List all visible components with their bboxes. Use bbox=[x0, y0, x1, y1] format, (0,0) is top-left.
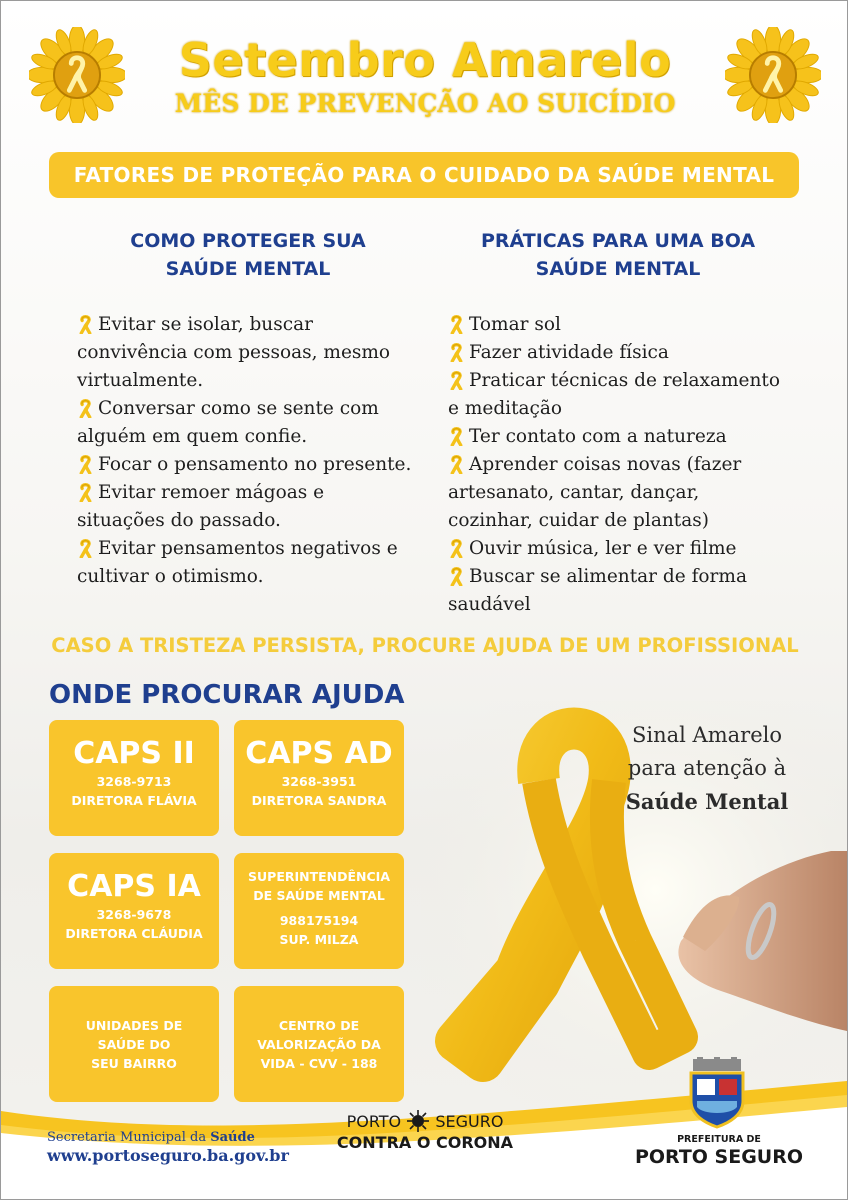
prefeitura-label: PREFEITURA DE bbox=[677, 1134, 761, 1145]
sunflower-ribbon-icon bbox=[29, 27, 125, 123]
right-heading-line2: SAÚDE MENTAL bbox=[535, 258, 701, 280]
card-line2: VALORIZAÇÃO DA bbox=[257, 1037, 381, 1052]
right-heading-line1: PRÁTICAS PARA UMA BOA bbox=[480, 230, 756, 252]
card-line2: SAÚDE DO bbox=[97, 1037, 171, 1052]
yellow-ribbon-icon bbox=[77, 536, 94, 558]
footer-secretaria bbox=[47, 1129, 289, 1166]
yellow-ribbon-icon bbox=[77, 312, 94, 334]
list-item: Ouvir música, ler e ver filme bbox=[448, 535, 788, 563]
yellow-ribbon-icon bbox=[77, 480, 94, 502]
list-item: Aprender coisas novas (fazer artesanato, cantar, dançar, cozinhar, cuidar de plantas) bbox=[448, 454, 742, 531]
list-item: Tomar sol bbox=[448, 311, 788, 339]
list-item: Focar o pensamento no presente. bbox=[77, 451, 417, 479]
yellow-ribbon-icon bbox=[448, 340, 465, 362]
list-item: Praticar técnicas de relaxamento e meditação bbox=[448, 370, 780, 419]
help-card-caps-ia bbox=[49, 853, 219, 969]
card-phone: 3268-9678 bbox=[96, 907, 172, 922]
list-item: Conversar como se sente com alguém em quem confie. bbox=[77, 398, 379, 447]
coronavirus-icon bbox=[406, 1109, 430, 1133]
porto-seguro-contra-corona-logo: PORTO SEGURO CONTRA O CORONA bbox=[333, 1109, 517, 1153]
left-column-heading bbox=[83, 227, 413, 283]
help-card-superintendencia bbox=[234, 853, 404, 969]
page-subtitle: MÊS DE PREVENÇÃO AO SUICÍDIO bbox=[174, 89, 676, 118]
card-title-line1: SUPERINTENDÊNCIA bbox=[248, 869, 390, 884]
card-line3: VIDA - CVV - 188 bbox=[260, 1056, 378, 1071]
persist-message: CASO A TRISTEZA PERSISTA, PROCURE AJUDA DE UM PROFISSIONAL bbox=[51, 634, 799, 657]
card-contact: DIRETORA FLÁVIA bbox=[71, 793, 197, 808]
card-phone: 988175194 bbox=[279, 913, 359, 928]
prefeitura-city: PORTO SEGURO bbox=[634, 1146, 804, 1168]
protection-list bbox=[77, 311, 417, 591]
yellow-ribbon-icon bbox=[448, 452, 465, 474]
section-banner: FATORES DE PROTEÇÃO PARA O CUIDADO DA SAÚDE MENTAL bbox=[49, 152, 799, 198]
sinal-line2: para atenção à bbox=[627, 756, 787, 780]
card-title-line2: DE SAÚDE MENTAL bbox=[253, 888, 385, 903]
prefeitura-logo bbox=[631, 1134, 807, 1168]
list-item: Ter contato com a natureza bbox=[448, 423, 788, 451]
city-crest-icon bbox=[683, 1057, 751, 1129]
card-line1: CENTRO DE bbox=[278, 1018, 360, 1033]
left-heading-line1: COMO PROTEGER SUA bbox=[130, 230, 366, 252]
yellow-ribbon-icon bbox=[448, 312, 465, 334]
help-card-caps-ii bbox=[49, 720, 219, 836]
sinal-line1: Sinal Amarelo bbox=[632, 723, 782, 747]
card-line1: UNIDADES DE bbox=[85, 1018, 183, 1033]
yellow-ribbon-icon bbox=[77, 396, 94, 418]
card-contact: DIRETORA CLÁUDIA bbox=[65, 926, 203, 941]
yellow-ribbon-icon bbox=[448, 536, 465, 558]
sinal-line3: Saúde Mental bbox=[625, 789, 789, 814]
help-section-title: ONDE PROCURAR AJUDA bbox=[49, 680, 405, 710]
list-item: Evitar remoer mágoas e situações do passado. bbox=[77, 482, 325, 531]
card-contact: DIRETORA SANDRA bbox=[251, 793, 387, 808]
card-title: CAPS AD bbox=[245, 736, 393, 771]
yellow-ribbon-icon bbox=[77, 452, 94, 474]
card-line3: SEU BAIRRO bbox=[91, 1056, 177, 1071]
right-column-heading bbox=[453, 227, 783, 283]
list-item: Buscar se alimentar de forma saudável bbox=[448, 566, 747, 615]
yellow-ribbon-icon bbox=[448, 368, 465, 390]
secretaria-label: Secretaria Municipal da Saúde bbox=[47, 1130, 255, 1145]
list-item: Evitar pensamentos negativos e cultivar o otimismo. bbox=[77, 538, 398, 587]
yellow-ribbon-icon bbox=[448, 424, 465, 446]
list-item: Evitar se isolar, buscar convivência com pessoas, mesmo virtualmente. bbox=[77, 314, 391, 391]
card-title: CAPS IA bbox=[67, 869, 201, 904]
yellow-ribbon-icon bbox=[448, 564, 465, 586]
list-item: Fazer atividade física bbox=[448, 339, 788, 367]
help-card-caps-ad bbox=[234, 720, 404, 836]
card-phone: 3268-9713 bbox=[96, 774, 172, 789]
left-heading-line2: SAÚDE MENTAL bbox=[165, 258, 331, 280]
page-title: Setembro Amarelo bbox=[178, 33, 672, 87]
card-contact: SUP. MILZA bbox=[279, 932, 359, 947]
card-title: CAPS II bbox=[73, 736, 195, 771]
card-phone: 3268-3951 bbox=[281, 774, 357, 789]
sinal-amarelo-text bbox=[591, 719, 823, 818]
website-link[interactable]: www.portoseguro.ba.gov.br bbox=[47, 1146, 289, 1165]
sunflower-ribbon-icon bbox=[725, 27, 821, 123]
practices-list bbox=[448, 311, 788, 619]
